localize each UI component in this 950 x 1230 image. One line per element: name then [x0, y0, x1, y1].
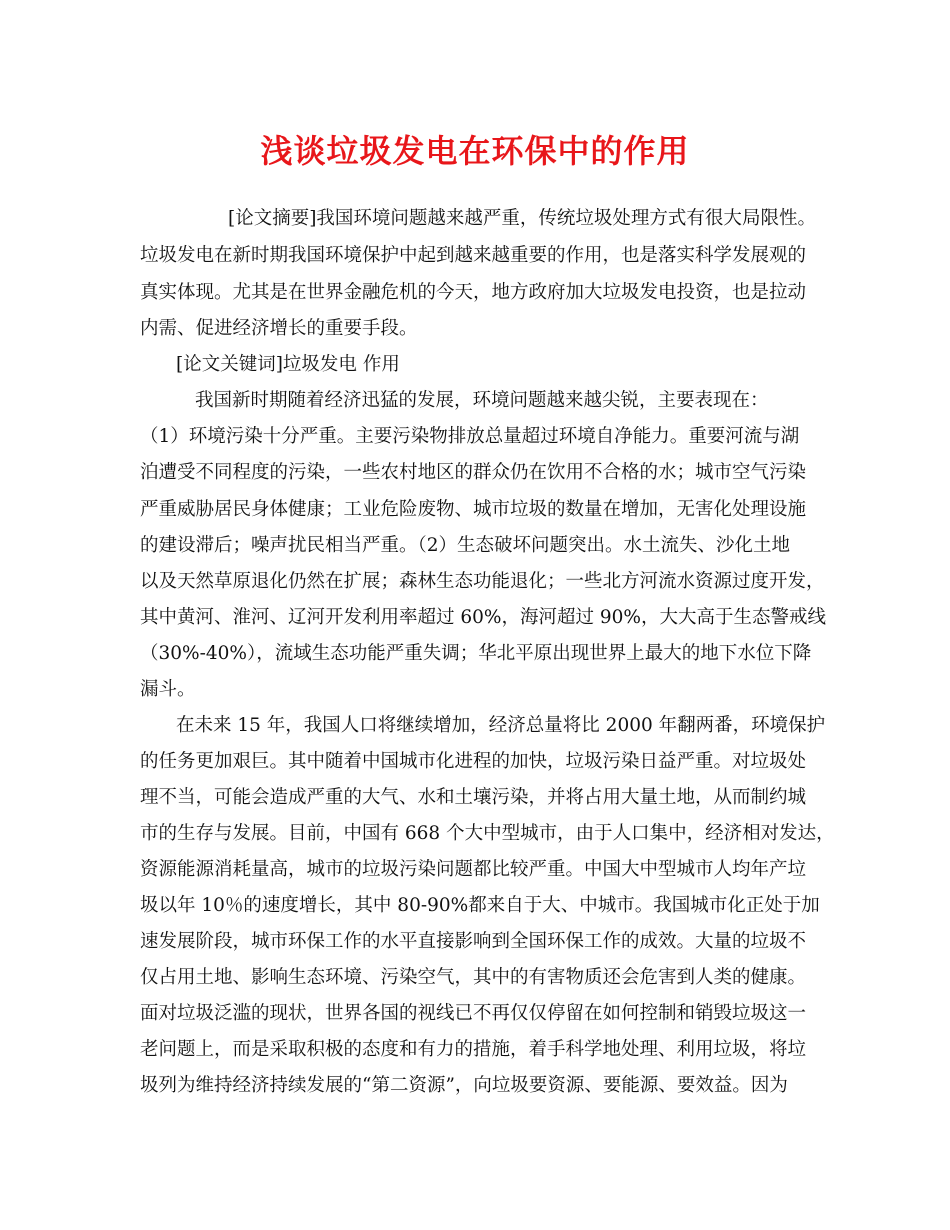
body-line-18: 面对垃圾泛滥的现状，世界各国的视线已不再仅仅停留在如何控制和销毁垃圾这一 [140, 1003, 807, 1024]
body-line-15: 圾以年 10％的速度增长，其中 80-90%都来自于大、中城市。我国城市化正处于加 [140, 895, 820, 916]
body-line-16: 速发展阶段，城市环保工作的水平直接影响到全国环保工作的成效。大量的垃圾不 [140, 931, 807, 952]
body-line-5: 的建设滞后；噪声扰民相当严重。（2）生态破坏问题突出。水土流失、沙化土地 [140, 535, 791, 556]
body-line-17: 仅占用土地、影响生态环境、污染空气，其中的有害物质还会危害到人类的健康。 [140, 967, 807, 988]
body-line-1: 我国新时期随着经济迅猛的发展，环境问题越来越尖锐，主要表现在： [195, 390, 769, 411]
body-line-3: 泊遭受不同程度的污染，一些农村地区的群众仍在饮用不合格的水；城市空气污染 [140, 462, 807, 483]
body-line-20: 圾列为维持经济持续发展的“第二资源”，向垃圾要资源、要能源、要效益。因为 [140, 1075, 788, 1096]
abstract-line-1: [论文摘要]我国环境问题越来越严重，传统垃圾处理方式有很大局限性。 [228, 208, 816, 229]
body-line-2: （1）环境污染十分严重。主要污染物排放总量超过环境自净能力。重要河流与湖 [140, 426, 800, 447]
document-title: 浅谈垃圾发电在环保中的作用 [260, 132, 690, 170]
body-line-13: 市的生存与发展。目前，中国有 668 个大中型城市，由于人口集中，经济相对发达， [140, 823, 835, 844]
body-line-19: 老问题上，而是采取积极的态度和有力的措施，着手科学地处理、利用垃圾，将垃 [140, 1039, 807, 1060]
keywords-line: [论文关键词]垃圾发电 作用 [176, 354, 400, 375]
body-line-6: 以及天然草原退化仍然在扩展；森林生态功能退化；一些北方河流水资源过度开发， [140, 571, 825, 592]
body-line-9: 漏斗。 [140, 679, 196, 700]
abstract-line-3: 真实体现。尤其是在世界金融危机的今天，地方政府加大垃圾发电投资，也是拉动 [140, 282, 807, 303]
body-line-4: 严重威胁居民身体健康；工业危险废物、城市垃圾的数量在增加，无害化处理设施 [140, 499, 807, 520]
body-line-8: （30%-40%），流域生态功能严重失调；华北平原出现世界上最大的地下水位下降 [140, 643, 812, 664]
abstract-line-4: 内需、促进经济增长的重要手段。 [140, 318, 418, 339]
body-line-10: 在未来 15 年，我国人口将继续增加，经济总量将比 2000 年翻两番，环境保护 [176, 715, 826, 736]
body-line-14: 资源能源消耗量高，城市的垃圾污染问题都比较严重。中国大中型城市人均年产垃 [140, 859, 807, 880]
body-line-11: 的任务更加艰巨。其中随着中国城市化进程的加快，垃圾污染日益严重。对垃圾处 [140, 751, 807, 772]
body-line-7: 其中黄河、淮河、辽河开发利用率超过 60%，海河超过 90%，大大高于生态警戒线 [140, 607, 827, 628]
body-line-12: 理不当，可能会造成严重的大气、水和土壤污染，并将占用大量土地，从而制约城 [140, 787, 807, 808]
abstract-line-2: 垃圾发电在新时期我国环境保护中起到越来越重要的作用，也是落实科学发展观的 [140, 245, 807, 266]
